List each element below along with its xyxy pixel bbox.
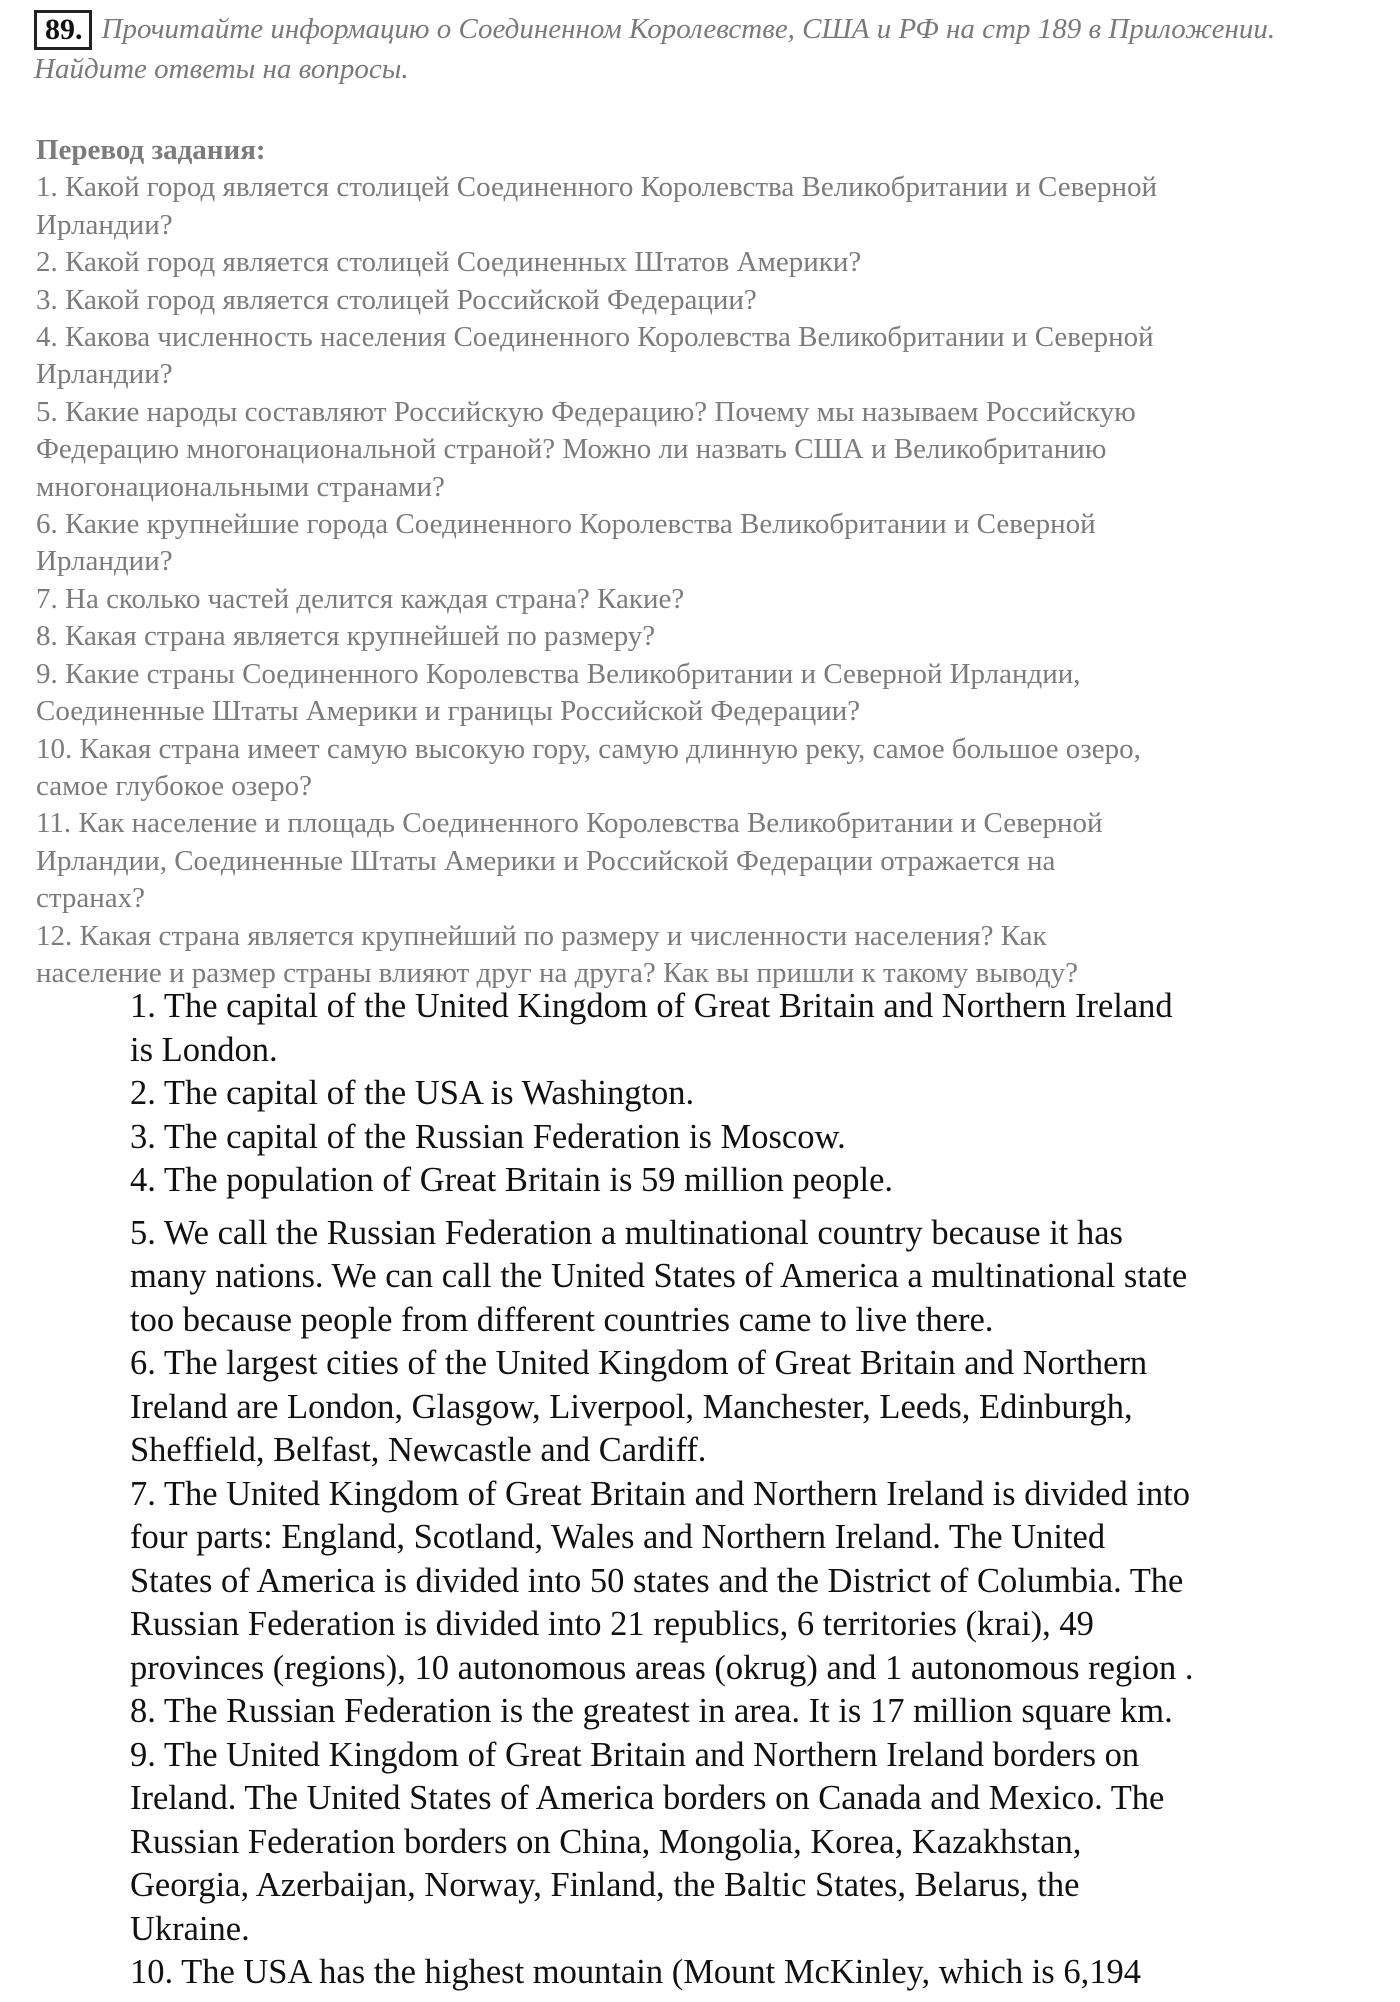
answer-line: States of America is divided into 50 states and the District of Columbia. The xyxy=(130,1561,1184,1600)
translation-question-line: 6. Какие крупнейшие города Соединенного Королевства Великобритании и Северной xyxy=(36,508,1096,541)
translation-title: Перевод задания: xyxy=(36,134,266,166)
translation-question-line: Ирландии, Соединенные Штаты Америки и Российской Федерации отражается на xyxy=(36,844,1056,877)
translation-question-list xyxy=(36,169,1336,992)
task-number-box: 89. xyxy=(34,10,92,50)
answer-line: Russian Federation is divided into 21 republics, 6 territories (krai), 49 xyxy=(130,1605,1094,1643)
answer-line: Georgia, Azerbaijan, Norway, Finland, the Baltic States, Belarus, the xyxy=(130,1866,1080,1904)
answer-list xyxy=(130,985,1320,1995)
answer-line: provinces (regions), 10 autonomous areas (okrug) and 1 autonomous region . xyxy=(130,1648,1194,1687)
answer-line: Ireland are London, Glasgow, Liverpool, Manchester, Leeds, Edinburgh, xyxy=(130,1387,1133,1426)
answer-line: Ireland. The United States of America borders on Canada and Mexico. The xyxy=(130,1779,1165,1817)
answer-line: 10. The USA has the highest mountain (Mount McKinley, which is 6,194 xyxy=(130,1953,1141,1991)
answer-line: 5. We call the Russian Federation a multinational country because it has xyxy=(130,1213,1123,1252)
translation-question-line: 5. Какие народы составляют Российскую Федерацию? Почему мы называем Российскую xyxy=(36,395,1136,428)
answer-line: 3. The capital of the Russian Federation is Moscow. xyxy=(130,1117,846,1156)
answer-line: Russian Federation borders on China, Mongolia, Korea, Kazakhstan, xyxy=(130,1822,1082,1861)
translation-block xyxy=(36,132,1336,992)
answer-line: Ukraine. xyxy=(130,1909,250,1948)
translation-question-line: Ирландии? xyxy=(36,358,173,391)
answer-line: too because people from different countries came to live there. xyxy=(130,1300,994,1339)
translation-question-line: 8. Какая страна является крупнейшей по размеру? xyxy=(36,620,656,653)
answer-line: four parts: England, Scotland, Wales and Northern Ireland. The United xyxy=(130,1518,1106,1556)
answer-line: 9. The United Kingdom of Great Britain and Northern Ireland borders on xyxy=(130,1735,1140,1774)
translation-question-line: странах? xyxy=(36,882,146,915)
translation-question-line: 9. Какие страны Соединенного Королевства Великобритании и Северной Ирландии, xyxy=(36,657,1081,690)
answer-line: 8. The Russian Federation is the greatest in area. It is 17 million square km. xyxy=(130,1692,1173,1730)
translation-question-line: 1. Какой город является столицей Соединенного Королевства Великобритании и Северной xyxy=(36,171,1158,204)
answer-line: 1. The capital of the United Kingdom of Great Britain and Northern Ireland xyxy=(130,987,1173,1025)
translation-question-line: Федерацию многонациональной страной? Можно ли назвать США и Великобританию xyxy=(36,433,1107,466)
translation-question-line: 10. Какая страна имеет самую высокую гору, самую длинную реку, самое большое озеро, xyxy=(36,732,1141,765)
translation-question-line: Соединенные Штаты Америки и границы Российской Федерации? xyxy=(36,695,861,728)
translation-question-line: 7. На сколько частей делится каждая страна? Какие? xyxy=(36,582,685,615)
answer-line: 7. The United Kingdom of Great Britain and Northern Ireland is divided into xyxy=(130,1474,1190,1513)
answer-line: many nations. We can call the United States of America a multinational state xyxy=(130,1257,1188,1295)
translation-question-line: 12. Какая страна является крупнейший по размеру и численности населения? Как xyxy=(36,919,1047,952)
translation-question-line: самое глубокое озеро? xyxy=(36,769,312,802)
translation-question-line: население и размер страны влияют друг на друга? Как вы пришли к такому выводу? xyxy=(36,956,1079,989)
translation-question-line: 11. Как население и площадь Соединенного Королевства Великобритании и Северной xyxy=(36,807,1103,840)
answer-line: 4. The population of Great Britain is 59 million people. xyxy=(130,1161,894,1199)
answer-line: Sheffield, Belfast, Newcastle and Cardiff. xyxy=(130,1431,707,1469)
translation-question-line: многонациональными странами? xyxy=(36,470,445,503)
translation-question-line: 3. Какой город является столицей Российской Федерации? xyxy=(36,283,757,316)
task-instruction: Прочитайте информацию о Соединенном Королевстве, США и РФ на стр 189 в Приложении. Найдите ответы на вопросы. xyxy=(34,13,1276,85)
answer-line: 2. The capital of the USA is Washington. xyxy=(130,1074,695,1112)
answer-line: 6. The largest cities of the United Kingdom of Great Britain and Northern xyxy=(130,1344,1148,1382)
task-header xyxy=(34,10,1374,89)
translation-question-line: 4. Какова численность населения Соединенного Королевства Великобритании и Северной xyxy=(36,321,1154,354)
translation-question-line: Ирландии? xyxy=(36,545,173,578)
answer-line: is London. xyxy=(130,1030,278,1069)
translation-question-line: 2. Какой город является столицей Соединенных Штатов Америки? xyxy=(36,246,862,279)
translation-question-line: Ирландии? xyxy=(36,208,173,241)
